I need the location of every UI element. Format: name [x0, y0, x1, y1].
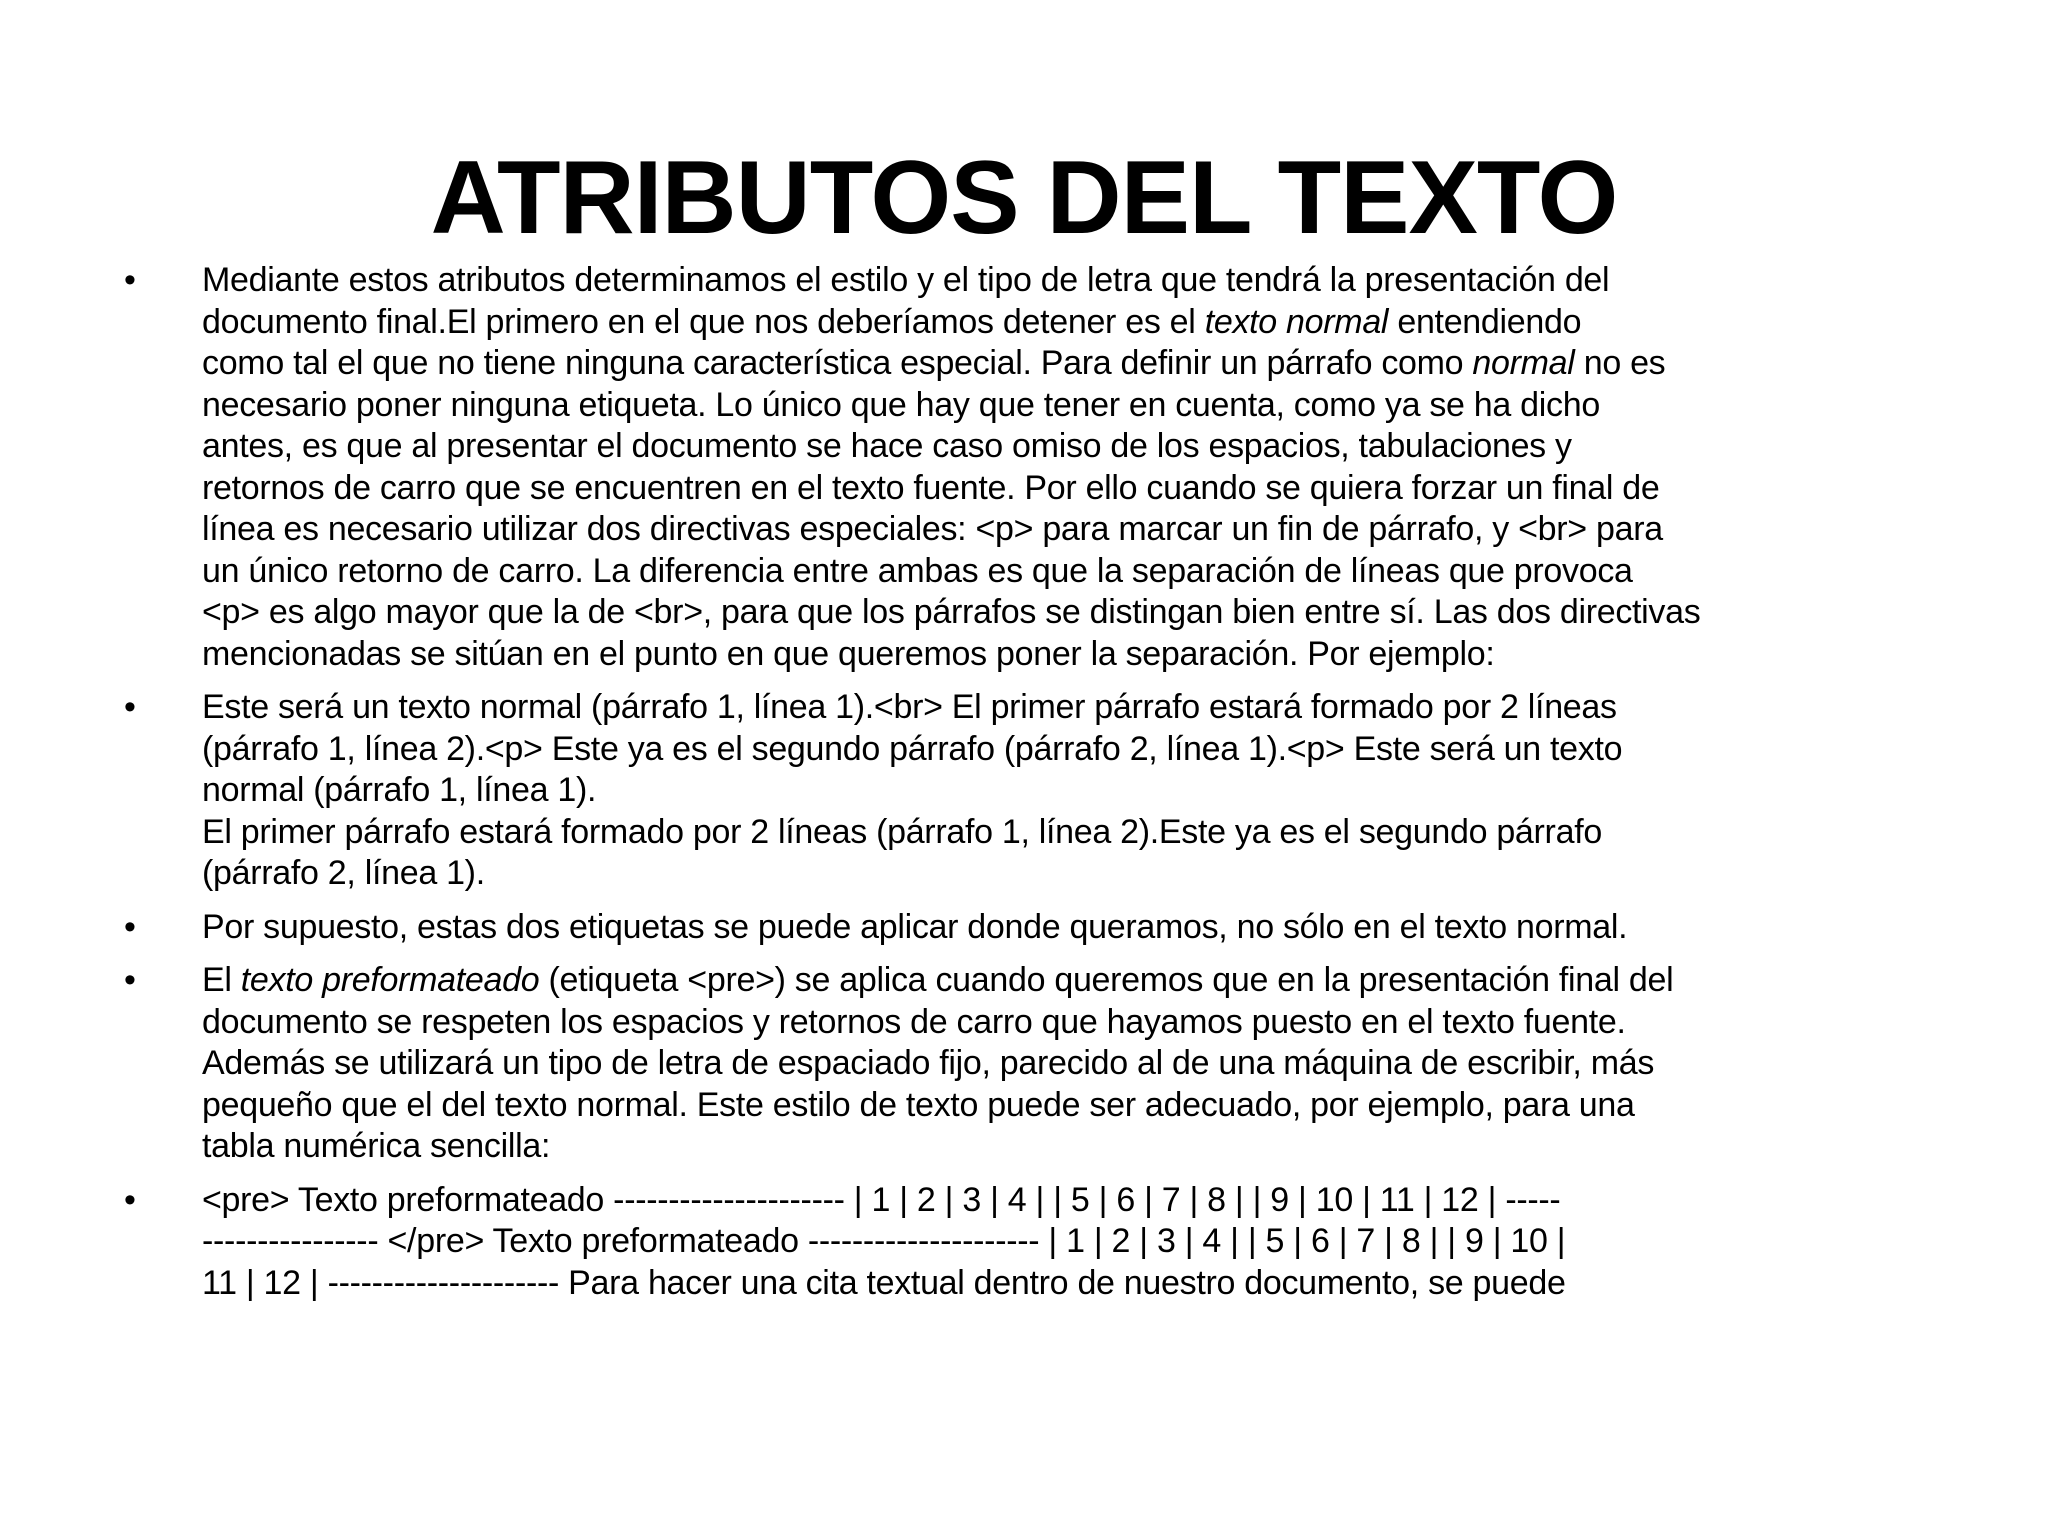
text-line: tabla numérica sencilla: [202, 1127, 551, 1165]
text-line: documento final.El primero en el que nos deberíamos detener es el texto normal entendiendo [202, 302, 1582, 341]
text-line: un único retorno de carro. La diferencia entre ambas es que la separación de líneas que provoca [202, 551, 1633, 590]
text-line: Además se utilizará un tipo de letra de espaciado fijo, parecido al de una máquina de escribir, más [202, 1044, 1655, 1082]
text-line: documento se respeten los espacios y retornos de carro que hayamos puesto en el texto fuente. [202, 1002, 1626, 1041]
text-line: (párrafo 1, línea 2).<p> Este ya es el segundo párrafo (párrafo 2, línea 1).<p> Este será un texto [202, 729, 1623, 768]
bullet-text [202, 260, 1950, 675]
text-line: como tal el que no tiene ninguna característica especial. Para definir un párrafo como normal no es [202, 344, 1666, 382]
bullet-text [202, 907, 1950, 949]
slide-title: ATRIBUTOS DEL TEXTO [430, 140, 1618, 256]
italic-term: normal [1472, 344, 1575, 382]
text-line: pequeño que el del texto normal. Este estilo de texto puede ser adecuado, por ejemplo, para una [202, 1085, 1635, 1124]
text-line: <p> es algo mayor que la de <br>, para que los párrafos se distingan bien entre sí. Las dos directivas [202, 593, 1701, 631]
bullet-text [202, 960, 1950, 1168]
bullet-dot-icon: • [124, 961, 136, 999]
text-line: antes, es que al presentar el documento se hace caso omiso de los espacios, tabulaciones y [202, 427, 1572, 465]
text-line: Mediante estos atributos determinamos el estilo y el tipo de letra que tendrá la presentación del [202, 261, 1610, 299]
bullet-dot-icon: • [124, 688, 136, 726]
text-line: Este será un texto normal (párrafo 1, línea 1).<br> El primer párrafo estará formado por 2 líneas [202, 688, 1617, 726]
bullet-item [120, 960, 1950, 1168]
bullet-dot-icon: • [124, 1180, 136, 1219]
text-line: normal (párrafo 1, línea 1). [202, 771, 597, 809]
bullet-item [120, 1180, 1950, 1305]
bullet-dot-icon: • [124, 907, 136, 946]
text-line: ---------------- </pre> Texto preformateado --------------------- | 1 | 2 | 3 | 4 | | 5 | 6 | 7 | 8 | | 9 | 10 | [202, 1222, 1566, 1260]
text-line: 11 | 12 | --------------------- Para hacer una cita textual dentro de nuestro documento, se puede [202, 1263, 1566, 1302]
text-line: necesario poner ninguna etiqueta. Lo único que hay que tener en cuenta, como ya se ha dicho [202, 385, 1600, 424]
bullet-item [120, 260, 1950, 675]
text-line: (párrafo 2, línea 1). [202, 854, 485, 892]
italic-term: texto preformateado [240, 961, 540, 999]
bullet-item [120, 907, 1950, 949]
bullet-item [120, 687, 1950, 895]
text-line: El texto preformateado (etiqueta <pre>) se aplica cuando queremos que en la presentación final del [202, 961, 1674, 999]
italic-term: texto normal [1204, 302, 1389, 341]
text-line: mencionadas se sitúan en el punto en que queremos poner la separación. Por ejemplo: [202, 634, 1495, 673]
bullet-text [202, 1180, 1950, 1305]
bullet-text [202, 687, 1950, 895]
text-line: <pre> Texto preformateado --------------------- | 1 | 2 | 3 | 4 | | 5 | 6 | 7 | 8 | | 9 | 10 | 11 | 12 | ----- [202, 1180, 1561, 1219]
text-line: retornos de carro que se encuentren en el texto fuente. Por ello cuando se quiera forzar un final de [202, 468, 1660, 507]
bullet-list [120, 260, 1950, 1316]
text-line: línea es necesario utilizar dos directivas especiales: <p> para marcar un fin de párrafo, y <br> para [202, 510, 1663, 548]
text-line: Por supuesto, estas dos etiquetas se puede aplicar donde queramos, no sólo en el texto normal. [202, 907, 1628, 946]
text-line: El primer párrafo estará formado por 2 líneas (párrafo 1, línea 2).Este ya es el segundo párrafo [202, 812, 1602, 851]
bullet-dot-icon: • [124, 261, 136, 299]
